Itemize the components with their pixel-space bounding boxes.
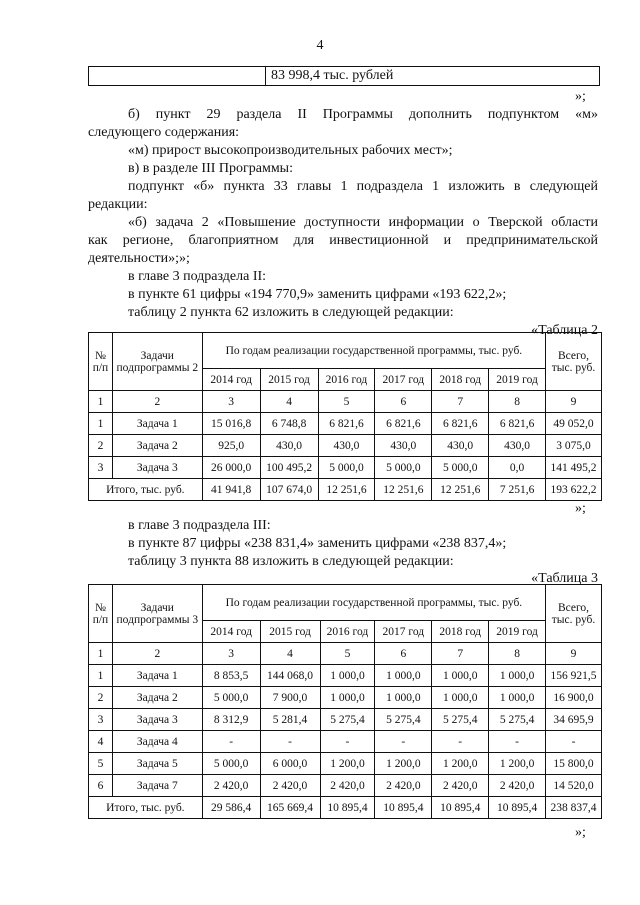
table-3	[88, 584, 602, 819]
section2-line3: таблицу 2 пункта 62 изложить в следующей редакции:	[128, 305, 454, 320]
value-cell: 6 821,6	[432, 413, 489, 435]
total-cell: 12 251,6	[375, 479, 432, 501]
value-cell: 7 900,0	[260, 687, 320, 709]
value-cell: 100 495,2	[260, 457, 318, 479]
total-row	[89, 479, 602, 501]
column-number: 6	[375, 391, 432, 413]
value-cell: 1 000,0	[432, 665, 489, 687]
closing-quote: »;	[575, 501, 586, 516]
column-number: 9	[546, 391, 602, 413]
row-total: 34 695,9	[546, 709, 602, 731]
value-cell: 1 000,0	[432, 687, 489, 709]
value-cell: 1 200,0	[489, 753, 546, 775]
row-total: -	[546, 731, 602, 753]
column-number: 9	[546, 643, 602, 665]
value-cell: 15 016,8	[202, 413, 260, 435]
value-cell: 925,0	[202, 435, 260, 457]
header-years: По годам реализации государственной программы, тыс. руб.	[202, 333, 545, 369]
total-cell: 12 251,6	[318, 479, 375, 501]
value-cell: 5 000,0	[318, 457, 375, 479]
task-name: Задача 3	[112, 457, 202, 479]
paragraph-task-line3: деятельности»;»;	[88, 251, 190, 266]
column-number: 8	[489, 391, 546, 413]
column-number: 1	[89, 391, 113, 413]
row-total: 156 921,5	[546, 665, 602, 687]
value-cell: 430,0	[318, 435, 375, 457]
value-cell: 6 821,6	[489, 413, 546, 435]
column-number: 3	[202, 643, 260, 665]
value-cell: 5 275,4	[320, 709, 375, 731]
header-tasks: Задачи подпрограммы 3	[112, 585, 202, 643]
total-cell: 41 941,8	[202, 479, 260, 501]
header-total: Всего, тыс. руб.	[546, 585, 602, 643]
paragraph-task-line1: «б) задача 2 «Повышение доступности информации о Тверской области	[128, 215, 598, 230]
column-number: 2	[112, 391, 202, 413]
paragraph-m: «м) прирост высокопроизводительных рабочих мест»;	[128, 143, 453, 158]
task-name: Задача 4	[112, 731, 202, 753]
total-label: Итого, тыс. руб.	[89, 479, 203, 501]
row-total: 14 520,0	[546, 775, 602, 797]
value-cell: 26 000,0	[202, 457, 260, 479]
table-fragment	[88, 66, 600, 86]
closing-quote: »;	[575, 89, 586, 104]
total-cell: 238 837,4	[546, 797, 602, 819]
column-number-row	[89, 643, 602, 665]
total-cell: 7 251,6	[489, 479, 546, 501]
value-cell: 2 420,0	[489, 775, 546, 797]
total-cell: 10 895,4	[432, 797, 489, 819]
value-cell: 1 200,0	[320, 753, 375, 775]
year-header: 2018 год	[432, 369, 489, 391]
total-cell: 193 622,2	[546, 479, 602, 501]
row-number: 1	[89, 665, 113, 687]
total-cell: 165 669,4	[260, 797, 320, 819]
total-cell: 10 895,4	[375, 797, 432, 819]
value-cell: 6 748,8	[260, 413, 318, 435]
table-row	[89, 665, 602, 687]
value-cell: 5 000,0	[375, 457, 432, 479]
value-cell: 1 000,0	[320, 665, 375, 687]
row-number: 6	[89, 775, 113, 797]
total-cell: 12 251,6	[432, 479, 489, 501]
total-row	[89, 797, 602, 819]
value-cell: 5 275,4	[432, 709, 489, 731]
task-name: Задача 5	[112, 753, 202, 775]
table-row	[89, 687, 602, 709]
column-number: 3	[202, 391, 260, 413]
row-number: 2	[89, 687, 113, 709]
column-number-row	[89, 391, 602, 413]
task-name: Задача 2	[112, 687, 202, 709]
year-header: 2014 год	[202, 621, 260, 643]
value-cell: -	[489, 731, 546, 753]
table-row	[89, 709, 602, 731]
section3-line3: таблицу 3 пункта 88 изложить в следующей редакции:	[128, 554, 454, 569]
column-number: 7	[432, 643, 489, 665]
cell-divider	[265, 67, 266, 85]
year-header: 2016 год	[320, 621, 375, 643]
column-number: 4	[260, 643, 320, 665]
closing-quote: »;	[575, 825, 586, 840]
column-number: 2	[112, 643, 202, 665]
value-cell: -	[202, 731, 260, 753]
table3-caption: «Таблица 3	[531, 571, 598, 586]
paragraph-b-line1: б) пункт 29 раздела II Программы дополнить подпунктом «м»	[128, 107, 598, 122]
total-cell: 10 895,4	[489, 797, 546, 819]
paragraph-b-line2: следующего содержания:	[88, 125, 240, 140]
year-header: 2019 год	[489, 369, 546, 391]
row-total: 16 900,0	[546, 687, 602, 709]
row-number: 1	[89, 413, 113, 435]
value-cell: -	[432, 731, 489, 753]
table2-caption: «Таблица 2	[531, 323, 598, 338]
paragraph-v: в) в разделе III Программы:	[128, 161, 293, 176]
column-number: 5	[318, 391, 375, 413]
task-name: Задача 2	[112, 435, 202, 457]
task-name: Задача 1	[112, 665, 202, 687]
value-cell: 1 200,0	[375, 753, 432, 775]
year-header: 2019 год	[489, 621, 546, 643]
value-cell: 6 821,6	[375, 413, 432, 435]
task-name: Задача 1	[112, 413, 202, 435]
value-cell: 2 420,0	[432, 775, 489, 797]
total-cell: 107 674,0	[260, 479, 318, 501]
value-cell: 5 275,4	[375, 709, 432, 731]
value-cell: 2 420,0	[260, 775, 320, 797]
total-label: Итого, тыс. руб.	[89, 797, 203, 819]
header-total: Всего, тыс. руб.	[546, 333, 602, 391]
value-cell: 5 000,0	[432, 457, 489, 479]
value-cell: 430,0	[260, 435, 318, 457]
row-number: 4	[89, 731, 113, 753]
value-cell: -	[320, 731, 375, 753]
table-row	[89, 435, 602, 457]
table-row	[89, 413, 602, 435]
value-cell: 5 275,4	[489, 709, 546, 731]
total-cell: 29 586,4	[202, 797, 260, 819]
column-number: 6	[375, 643, 432, 665]
year-header: 2016 год	[318, 369, 375, 391]
paragraph-sub-line1: подпункт «б» пункта 33 главы 1 подраздела 1 изложить в следующей	[128, 179, 598, 194]
value-cell: 430,0	[432, 435, 489, 457]
column-number: 8	[489, 643, 546, 665]
value-cell: 1 000,0	[375, 687, 432, 709]
value-cell: 6 000,0	[260, 753, 320, 775]
column-number: 5	[320, 643, 375, 665]
value-cell: 2 420,0	[375, 775, 432, 797]
value-cell: 5 281,4	[260, 709, 320, 731]
row-number: 5	[89, 753, 113, 775]
value-cell: 1 000,0	[320, 687, 375, 709]
row-number: 3	[89, 457, 113, 479]
column-number: 7	[432, 391, 489, 413]
row-total: 15 800,0	[546, 753, 602, 775]
header-number: № п/п	[89, 585, 113, 643]
header-tasks: Задачи подпрограммы 2	[112, 333, 202, 391]
table-row	[89, 775, 602, 797]
value-cell: 8 853,5	[202, 665, 260, 687]
value-cell: -	[375, 731, 432, 753]
value-cell: -	[260, 731, 320, 753]
value-cell: 430,0	[489, 435, 546, 457]
task-name: Задача 3	[112, 709, 202, 731]
header-number: № п/п	[89, 333, 113, 391]
paragraph-task-line2: как регионе, благоприятном для инвестиционной и предпринимательской	[88, 233, 598, 248]
value-cell: 1 000,0	[375, 665, 432, 687]
row-total: 49 052,0	[546, 413, 602, 435]
value-cell: 144 068,0	[260, 665, 320, 687]
paragraph-sub-line2: редакции:	[88, 197, 148, 212]
table-2	[88, 332, 602, 501]
value-cell: 5 000,0	[202, 687, 260, 709]
section2-line1: в главе 3 подраздела II:	[128, 269, 267, 284]
year-header: 2017 год	[375, 369, 432, 391]
section2-line2: в пункте 61 цифры «194 770,9» заменить цифрами «193 622,2»;	[128, 287, 507, 302]
table-row	[89, 731, 602, 753]
page-number: 4	[316, 38, 324, 53]
value-cell: 8 312,9	[202, 709, 260, 731]
value-cell: 1 000,0	[489, 687, 546, 709]
value-cell: 0,0	[489, 457, 546, 479]
value-cell: 1 000,0	[489, 665, 546, 687]
section3-line1: в главе 3 подраздела III:	[128, 518, 271, 533]
table-row	[89, 457, 602, 479]
table-row	[89, 753, 602, 775]
year-header: 2014 год	[202, 369, 260, 391]
top-row-value: 83 998,4 тыс. рублей	[271, 68, 394, 83]
year-header: 2015 год	[260, 369, 318, 391]
header-years: По годам реализации государственной программы, тыс. руб.	[202, 585, 545, 621]
year-header: 2015 год	[260, 621, 320, 643]
column-number: 4	[260, 391, 318, 413]
row-number: 2	[89, 435, 113, 457]
value-cell: 6 821,6	[318, 413, 375, 435]
value-cell: 2 420,0	[202, 775, 260, 797]
column-number: 1	[89, 643, 113, 665]
task-name: Задача 7	[112, 775, 202, 797]
row-total: 141 495,2	[546, 457, 602, 479]
total-cell: 10 895,4	[320, 797, 375, 819]
value-cell: 1 200,0	[432, 753, 489, 775]
year-header: 2018 год	[432, 621, 489, 643]
value-cell: 5 000,0	[202, 753, 260, 775]
row-total: 3 075,0	[546, 435, 602, 457]
value-cell: 430,0	[375, 435, 432, 457]
year-header: 2017 год	[375, 621, 432, 643]
row-number: 3	[89, 709, 113, 731]
value-cell: 2 420,0	[320, 775, 375, 797]
section3-line2: в пункте 87 цифры «238 831,4» заменить цифрами «238 837,4»;	[128, 536, 507, 551]
